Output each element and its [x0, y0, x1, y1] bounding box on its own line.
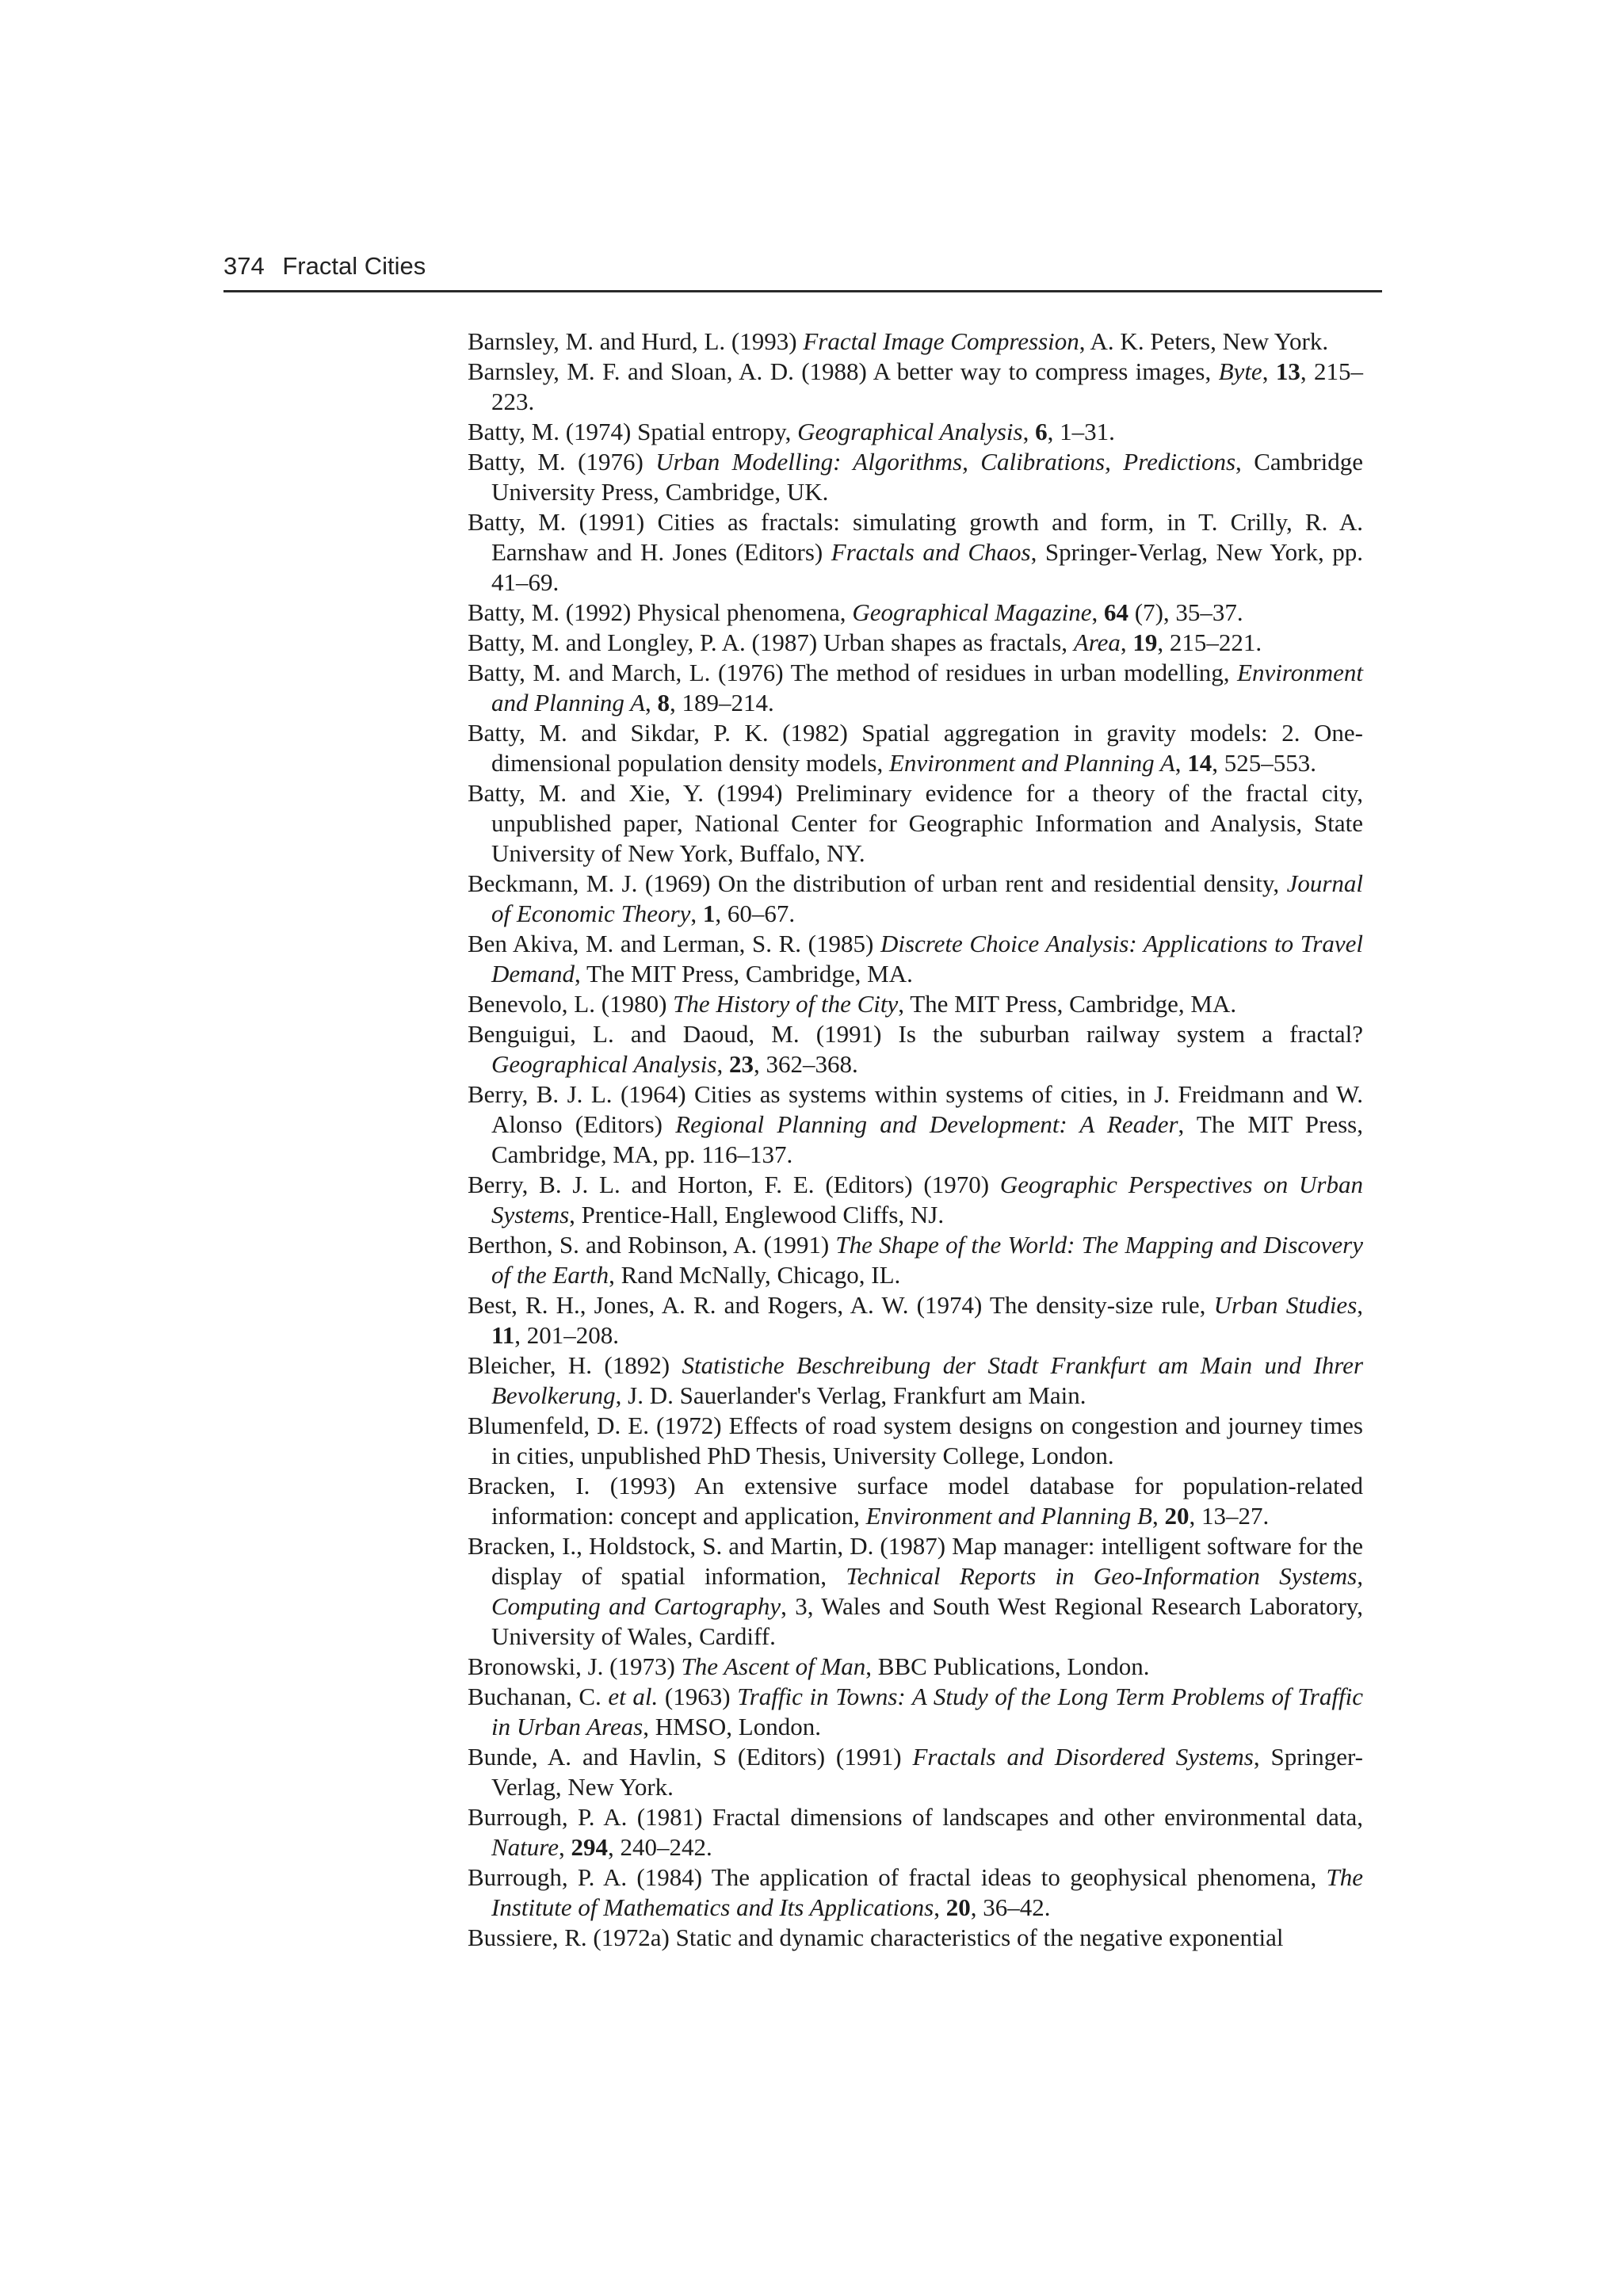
reference-title-text: Discrete Choice Analysis: Applications to Travel Demand	[491, 930, 1363, 988]
reference-text: (7), 35–37.	[1128, 598, 1243, 626]
reference-entry	[468, 1230, 1363, 1290]
reference-text: , 525–553.	[1212, 749, 1317, 777]
reference-title-text: et al.	[608, 1683, 659, 1710]
reference-title-text: The Shape of the World: The Mapping and Discovery of the Earth	[491, 1231, 1363, 1289]
reference-entry	[468, 869, 1363, 929]
reference-volume-text: 64	[1104, 598, 1129, 626]
reference-volume-text: 11	[491, 1321, 515, 1349]
reference-text: , Prentice-Hall, Englewood Cliffs, NJ.	[569, 1201, 945, 1228]
reference-text: Best, R. H., Jones, A. R. and Rogers, A. W. (1974) The density-size rule,	[468, 1291, 1214, 1319]
reference-text: , 1–31.	[1047, 418, 1115, 445]
reference-title-text: Traffic in Towns: A Study of the Long Term Problems of Traffic in Urban Areas	[491, 1683, 1363, 1740]
reference-text: Buchanan, C.	[468, 1683, 609, 1710]
reference-list	[468, 327, 1363, 1953]
reference-text: , The MIT Press, Cambridge, MA.	[575, 960, 913, 988]
reference-text: , Springer-Verlag, New York, pp. 41–69.	[491, 538, 1363, 596]
reference-text: Burrough, P. A. (1981) Fractal dimensions of landscapes and other environmental data,	[468, 1803, 1363, 1831]
reference-title-text: Geographical Magazine	[852, 598, 1092, 626]
header-rule	[223, 290, 1382, 292]
reference-text: Bracken, I. (1993) An extensive surface model database for population-related information: concept and application,	[468, 1472, 1363, 1530]
reference-text: Batty, M. and Longley, P. A. (1987) Urban shapes as fractals,	[468, 628, 1074, 656]
reference-text: ,	[1022, 418, 1036, 445]
reference-entry	[468, 1862, 1363, 1923]
reference-text: Beckmann, M. J. (1969) On the distribution of urban rent and residential density,	[468, 869, 1287, 897]
reference-entry	[468, 327, 1363, 357]
reference-text: Bronowski, J. (1973)	[468, 1652, 682, 1680]
reference-text: , Cambridge University Press, Cambridge, UK.	[491, 448, 1364, 506]
reference-entry	[468, 778, 1363, 869]
reference-text: ,	[1357, 1291, 1364, 1319]
page-number: 374	[223, 252, 265, 280]
reference-text: Bracken, I., Holdstock, S. and Martin, D. (1987) Map manager: intelligent software for the display of spatial information,	[468, 1532, 1363, 1590]
reference-title-text: Urban Studies	[1213, 1291, 1358, 1319]
reference-entry	[468, 1290, 1363, 1350]
reference-entry	[468, 598, 1363, 628]
reference-title-text: Environment and Planning B	[865, 1502, 1152, 1530]
reference-title-text: Area	[1073, 628, 1121, 656]
reference-entry	[468, 1802, 1363, 1862]
reference-entry	[468, 989, 1363, 1019]
reference-entry	[468, 929, 1363, 989]
reference-text: , 60–67.	[715, 900, 796, 927]
reference-title-text: Statistiche Beschreibung der Stadt Frankfurt am Main und Ihrer Bevolkerung	[491, 1351, 1364, 1409]
reference-volume-text: 294	[571, 1833, 608, 1861]
reference-volume-text: 20	[945, 1893, 971, 1921]
reference-text: , HMSO, London.	[643, 1713, 821, 1740]
reference-volume-text: 23	[728, 1050, 754, 1078]
reference-entry	[468, 1652, 1363, 1682]
reference-entry	[468, 1411, 1363, 1471]
reference-entry	[468, 1923, 1363, 1953]
reference-text: , 362–368.	[753, 1050, 858, 1078]
reference-text: ,	[1120, 628, 1133, 656]
reference-text: Batty, M. and March, L. (1976) The method of residues in urban modelling,	[468, 659, 1238, 686]
reference-entry	[468, 1170, 1363, 1230]
reference-text: Bunde, A. and Havlin, S (Editors) (1991)	[468, 1743, 913, 1771]
reference-volume-text: 6	[1035, 418, 1048, 445]
reference-title-text: The History of the City	[673, 990, 899, 1018]
reference-text: Batty, M. (1991) Cities as fractals: simulating growth and form, in T. Crilly, R. A. Earnshaw and H. Jones (Editors)	[468, 508, 1363, 566]
reference-entry	[468, 357, 1363, 417]
reference-title-text: Technical Reports in Geo-Information Systems, Computing and Cartography	[491, 1562, 1363, 1620]
reference-title-text: Geographical Analysis	[797, 418, 1023, 445]
reference-text: Batty, M. and Xie, Y. (1994) Preliminary evidence for a theory of the fractal city, unpublished paper, National Center for Geographic Information and Analysis, State University of New York, Buffalo, NY.	[468, 779, 1363, 867]
page-header	[223, 252, 1381, 287]
reference-text: ,	[645, 689, 658, 716]
reference-text: , BBC Publications, London.	[865, 1652, 1150, 1680]
reference-title-text: Urban Modelling: Algorithms, Calibrations, Predictions	[655, 448, 1236, 476]
running-title: Fractal Cities	[282, 252, 426, 280]
reference-entry	[468, 417, 1363, 447]
reference-text: Batty, M. (1976)	[468, 448, 656, 476]
reference-text: Berry, B. J. L. (1964) Cities as systems within systems of cities, in J. Freidmann and W. Alonso (Editors)	[468, 1080, 1363, 1138]
reference-text: Blumenfeld, D. E. (1972) Effects of road system designs on congestion and journey times in cities, unpublished PhD Thesis, University College, London.	[468, 1412, 1363, 1469]
reference-text: , The MIT Press, Cambridge, MA.	[898, 990, 1237, 1018]
reference-text: , Rand McNally, Chicago, IL.	[609, 1261, 901, 1289]
reference-text: , The MIT Press, Cambridge, MA, pp. 116–137.	[491, 1110, 1363, 1168]
reference-text: Barnsley, M. and Hurd, L. (1993)	[468, 327, 804, 355]
reference-title-text: Environment and Planning A	[888, 749, 1175, 777]
reference-text: ,	[558, 1833, 571, 1861]
reference-title-text: Byte	[1218, 357, 1262, 385]
reference-volume-text: 13	[1275, 357, 1300, 385]
reference-text: Bussiere, R. (1972a) Static and dynamic characteristics of the negative exponential	[468, 1924, 1284, 1951]
reference-entry	[468, 658, 1363, 718]
reference-entry	[468, 718, 1363, 778]
reference-text: Berthon, S. and Robinson, A. (1991)	[468, 1231, 836, 1259]
reference-text: Berry, B. J. L. and Horton, F. E. (Editors) (1970)	[468, 1171, 1000, 1198]
reference-entry	[468, 507, 1363, 598]
reference-entry	[468, 1471, 1363, 1531]
running-head	[223, 252, 426, 281]
reference-entry	[468, 1742, 1363, 1802]
reference-title-text: Fractals and Chaos	[831, 538, 1031, 566]
reference-text: ,	[1262, 357, 1276, 385]
reference-text: , 189–214.	[670, 689, 774, 716]
reference-text: Benevolo, L. (1980)	[468, 990, 674, 1018]
reference-title-text: Fractals and Disordered Systems	[912, 1743, 1254, 1771]
reference-entry	[468, 447, 1363, 507]
reference-entry	[468, 628, 1363, 658]
reference-title-text: Nature	[491, 1833, 559, 1861]
reference-text: , 13–27.	[1189, 1502, 1270, 1530]
reference-title-text: Environment and Planning A	[491, 659, 1363, 716]
reference-text: , 215–221.	[1157, 628, 1262, 656]
reference-title-text: The Ascent of Man	[681, 1652, 866, 1680]
reference-text: Bleicher, H. (1892)	[468, 1351, 682, 1379]
reference-text: , 240–242.	[607, 1833, 712, 1861]
reference-text: ,	[1174, 749, 1188, 777]
reference-text: , 36–42.	[970, 1893, 1051, 1921]
reference-text: Burrough, P. A. (1984) The application of fractal ideas to geophysical phenomena,	[468, 1863, 1327, 1891]
reference-title-text: Fractal Image Compression	[803, 327, 1079, 355]
reference-text: Batty, M. and Sikdar, P. K. (1982) Spatial aggregation in gravity models: 2. One-dimensional population density models,	[468, 719, 1363, 777]
reference-entry	[468, 1079, 1363, 1170]
reference-entry	[468, 1019, 1363, 1079]
reference-text: Benguigui, L. and Daoud, M. (1991) Is the suburban railway system a fractal?	[468, 1020, 1363, 1048]
reference-title-text: The Institute of Mathematics and Its Applications	[491, 1863, 1363, 1921]
reference-volume-text: 8	[657, 689, 670, 716]
reference-volume-text: 19	[1132, 628, 1158, 656]
reference-entry	[468, 1682, 1363, 1742]
reference-volume-text: 1	[702, 900, 716, 927]
reference-title-text: Regional Planning and Development: A Reader	[675, 1110, 1178, 1138]
reference-text: , J. D. Sauerlander's Verlag, Frankfurt am Main.	[615, 1381, 1086, 1409]
reference-text: ,	[1091, 598, 1105, 626]
reference-text: , A. K. Peters, New York.	[1079, 327, 1329, 355]
reference-text: , 201–208.	[514, 1321, 620, 1349]
reference-entry	[468, 1531, 1363, 1652]
reference-volume-text: 20	[1164, 1502, 1190, 1530]
reference-title-text: Geographical Analysis	[491, 1050, 717, 1078]
reference-title-text: Geographic Perspectives on Urban Systems	[491, 1171, 1363, 1228]
reference-text: (1963)	[658, 1683, 738, 1710]
reference-text: ,	[934, 1893, 946, 1921]
reference-text: , Springer-Verlag, New York.	[491, 1743, 1363, 1801]
reference-text: Batty, M. (1974) Spatial entropy,	[468, 418, 798, 445]
reference-title-text: Journal of Economic Theory	[491, 869, 1363, 927]
reference-text: ,	[690, 900, 703, 927]
reference-text: Batty, M. (1992) Physical phenomena,	[468, 598, 853, 626]
reference-entry	[468, 1350, 1363, 1411]
reference-text: Barnsley, M. F. and Sloan, A. D. (1988) A better way to compress images,	[468, 357, 1219, 385]
reference-text: Ben Akiva, M. and Lerman, S. R. (1985)	[468, 930, 880, 957]
reference-volume-text: 14	[1187, 749, 1212, 777]
reference-text: , 215–223.	[491, 357, 1364, 415]
reference-text: ,	[716, 1050, 729, 1078]
reference-text: ,	[1151, 1502, 1165, 1530]
reference-text: , 3, Wales and South West Regional Research Laboratory, University of Wales, Cardiff.	[491, 1592, 1364, 1650]
